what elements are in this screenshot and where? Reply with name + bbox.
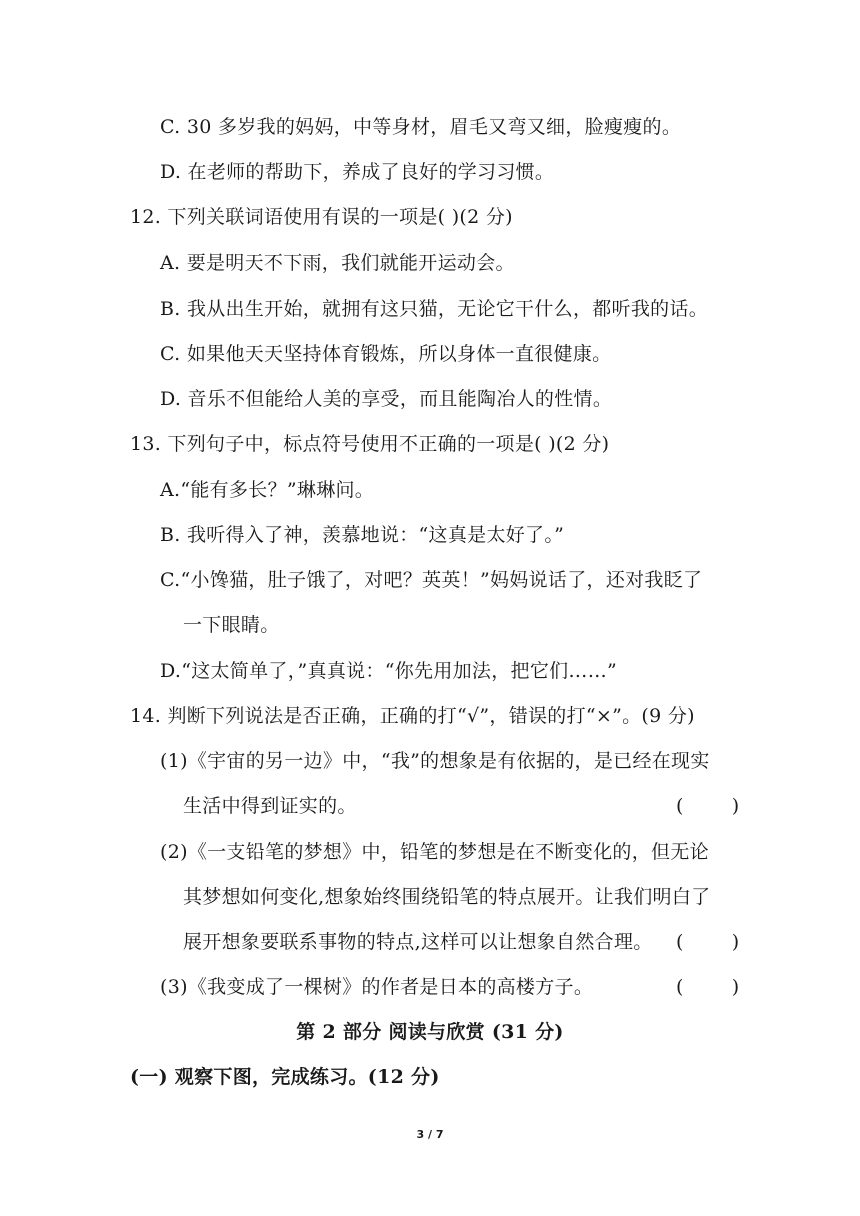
page-number: 3 / 7: [416, 1128, 444, 1141]
q13-option-d: D.“这太简单了，”真真说：“你先用加法，把它们……”: [160, 660, 618, 682]
section1-heading: (一) 观察下图，完成练习。(12 分): [130, 1066, 440, 1088]
part2-heading: 第 2 部分 阅读与欣赏 (31 分): [296, 1021, 564, 1043]
q12-option-d: D. 音乐不但能给人美的享受，而且能陶冶人的性情。: [160, 388, 613, 410]
q14-item2-line1: (2)《一支铅笔的梦想》中，铅笔的梦想是在不断变化的，但无论: [160, 841, 709, 863]
q14-item1-line2: 生活中得到证实的。: [183, 795, 357, 817]
q12-option-a: A. 要是明天不下雨，我们就能开运动会。: [160, 252, 515, 274]
q13-stem: 13. 下列句子中，标点符号使用不正确的一项是( )(2 分): [130, 433, 610, 455]
q11-option-c: C. 30 多岁我的妈妈，中等身材，眉毛又弯又细，脸瘦瘦的。: [160, 116, 682, 138]
q14-item2-answer-blank[interactable]: ( ): [676, 931, 740, 953]
q14-item3-line1: (3)《我变成了一棵树》的作者是日本的高楼方子。: [160, 976, 594, 998]
q14-item2-line3: 展开想象要联系事物的特点,这样可以让想象自然合理。: [183, 931, 653, 953]
q14-item1-answer-blank[interactable]: ( ): [676, 795, 740, 817]
q12-option-b: B. 我从出生开始，就拥有这只猫，无论它干什么，都听我的话。: [160, 298, 709, 320]
q12-option-c: C. 如果他天天坚持体育锻炼，所以身体一直很健康。: [160, 343, 612, 365]
q12-stem: 12. 下列关联词语使用有误的一项是( )(2 分): [130, 206, 513, 228]
q14-item1-line1: (1)《宇宙的另一边》中，“我”的想象是有依据的，是已经在现实: [160, 750, 710, 772]
q11-option-d: D. 在老师的帮助下，养成了良好的学习习惯。: [160, 161, 555, 183]
q14-item2-line2: 其梦想如何变化,想象始终围绕铅笔的特点展开。让我们明白了: [183, 886, 711, 908]
q13-option-b: B. 我听得入了神，羡慕地说：“这真是太好了。”: [160, 524, 565, 546]
q13-option-a: A.“能有多长？”琳琳问。: [160, 479, 375, 501]
q14-stem: 14. 判断下列说法是否正确，正确的打“√”，错误的打“×”。(9 分): [130, 705, 695, 727]
q14-item3-answer-blank[interactable]: ( ): [676, 976, 740, 998]
q13-option-c-line1: C.“小馋猫，肚子饿了，对吧？英英！”妈妈说话了，还对我眨了: [160, 569, 703, 591]
q13-option-c-line2: 一下眼睛。: [183, 614, 280, 636]
